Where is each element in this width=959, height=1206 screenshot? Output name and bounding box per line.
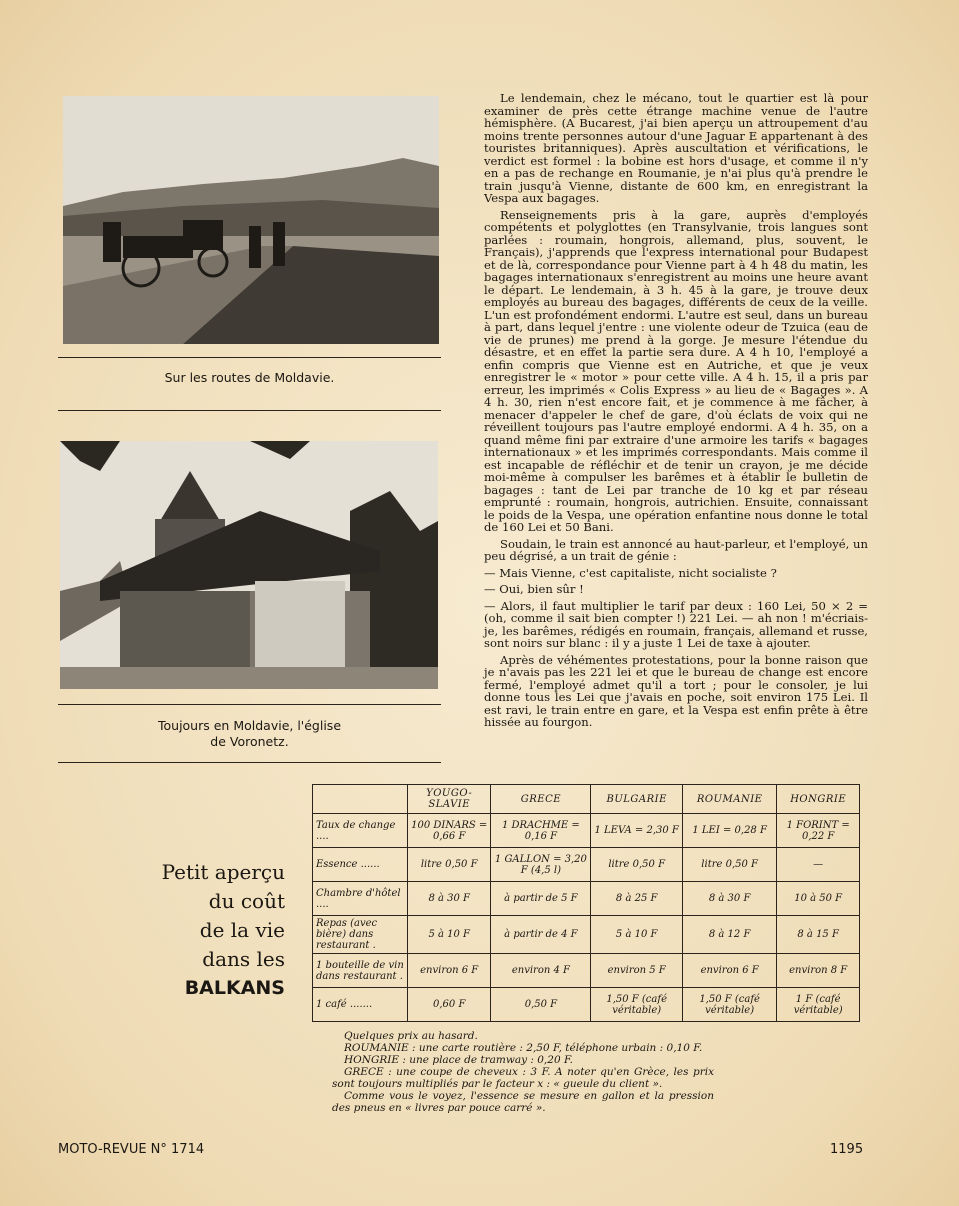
table-cell: 1 DRACHME = 0,16 F	[491, 814, 591, 848]
table-row-label: Repas (avec bière) dans restaurant .	[313, 916, 408, 954]
caption-rule-top-1	[58, 357, 441, 358]
table-cell: 8 à 15 F	[777, 916, 860, 954]
table-cell: 8 à 12 F	[682, 916, 776, 954]
table-cell: 10 à 50 F	[777, 882, 860, 916]
article-body	[484, 92, 868, 733]
table-row	[313, 848, 860, 882]
table-cell: 1 GALLON = 3,20 F (4,5 l)	[491, 848, 591, 882]
table-header-cell: ROUMANIE	[682, 785, 776, 814]
table-cell: 1 F (café véritable)	[777, 988, 860, 1022]
table-row-label: Essence ......	[313, 848, 408, 882]
caption-rule-top-2	[58, 704, 441, 705]
footer-page-number: 1195	[830, 1142, 864, 1157]
article-paragraph-3: Soudain, le train est annoncé au haut-parleur, et l'employé, un peu dégrisé, a un trait de génie :	[484, 536, 868, 563]
note-line: HONGRIE : une place de tramway : 0,20 F.	[344, 1054, 573, 1066]
table-cell: à partir de 5 F	[491, 882, 591, 916]
table-cell: 8 à 25 F	[591, 882, 683, 916]
note-line: Comme vous le voyez, l'essence se mesure en gallon et la pression des pneus en « livres par pouce carré ».	[332, 1090, 714, 1114]
table-cell: litre 0,50 F	[682, 848, 776, 882]
photo-caption-2-line1: Toujours en Moldavie, l'église	[157, 718, 342, 733]
dialogue-line-2: — Oui, bien sûr !	[484, 582, 584, 596]
heading-line-5: BALKANS	[184, 977, 285, 999]
table-cell: 0,50 F	[491, 988, 591, 1022]
table-cell: 0,60 F	[408, 988, 491, 1022]
table-cell: 1,50 F (café véritable)	[682, 988, 776, 1022]
table-header-row	[313, 785, 860, 814]
price-table	[312, 784, 860, 1022]
table-header-cell: GRECE	[491, 785, 591, 814]
table-row-label: Chambre d'hôtel ....	[313, 882, 408, 916]
table-row	[313, 954, 860, 988]
photo-caption-1: Sur les routes de Moldavie.	[164, 370, 335, 385]
footer-magazine-issue: MOTO-REVUE N° 1714	[58, 1142, 205, 1157]
table-cell: environ 5 F	[591, 954, 683, 988]
table-row	[313, 882, 860, 916]
table-cell: 5 à 10 F	[408, 916, 491, 954]
note-line: GRECE : une coupe de cheveux : 3 F. A noter qu'en Grèce, les prix sont toujours multipliés par le facteur x : « gueule du client ».	[332, 1066, 714, 1090]
table-row-label: Taux de change ....	[313, 814, 408, 848]
table-cell: 100 DINARS = 0,66 F	[408, 814, 491, 848]
cost-of-living-heading	[120, 858, 285, 1003]
table-cell: environ 6 F	[408, 954, 491, 988]
caption-rule-bottom-2	[58, 762, 441, 763]
heading-line-2: du coût	[208, 889, 285, 913]
table-cell: 8 à 30 F	[408, 882, 491, 916]
heading-line-1: Petit aperçu	[161, 860, 285, 884]
photo-voronetz-church	[60, 441, 438, 689]
note-line: ROUMANIE : une carte routière : 2,50 F, téléphone urbain : 0,10 F.	[344, 1042, 703, 1054]
photo-caption-2-line2: de Voronetz.	[210, 734, 289, 749]
table-row	[313, 988, 860, 1022]
dialogue-line-3: — Alors, il faut multiplier le tarif par deux : 160 Lei, 50 × 2 = (oh, comme il sait bien compter !) 221 Lei. — ah non ! m'écriais-je, les barêmes, rédigés en roumain, français, allemand et russe, sont noirs sur blanc : il y a juste 1 Lei de taxe à ajouter.	[484, 598, 868, 650]
note-line: Quelques prix au hasard.	[344, 1030, 478, 1042]
table-cell: —	[777, 848, 860, 882]
table-cell: 8 à 30 F	[682, 882, 776, 916]
table-cell: litre 0,50 F	[591, 848, 683, 882]
table-cell: 1 FORINT = 0,22 F	[777, 814, 860, 848]
price-notes	[332, 1030, 714, 1114]
dialogue-line-1: — Mais Vienne, c'est capitaliste, nicht socialiste ?	[484, 565, 777, 580]
photo-moldavia-road	[63, 96, 439, 344]
table-row	[313, 916, 860, 954]
table-cell: 1 LEVA = 2,30 F	[591, 814, 683, 848]
table-cell: 1,50 F (café véritable)	[591, 988, 683, 1022]
caption-rule-bottom-1	[58, 410, 441, 411]
photo-caption-2	[58, 718, 441, 750]
table-cell: environ 4 F	[491, 954, 591, 988]
table-cell: litre 0,50 F	[408, 848, 491, 882]
table-header-cell	[313, 785, 408, 814]
table-cell: environ 8 F	[777, 954, 860, 988]
church-photo-image	[60, 441, 438, 689]
article-closing-paragraph: Après de véhémentes protestations, pour la bonne raison que je n'avais pas les 221 lei et que le bureau de change est encore fermé, l'employé admet qu'il a tort ; pour le consoler, je lui donne tous les Lei que j'avais en poche, soit environ 175 Lei. Il est ravi, le train entre en gare, et la Vespa est enfin prête à être hissée au fourgon.	[484, 652, 868, 729]
table-header-cell: BULGARIE	[591, 785, 683, 814]
table-row	[313, 814, 860, 848]
table-cell: 5 à 10 F	[591, 916, 683, 954]
table-cell: environ 6 F	[682, 954, 776, 988]
table-row-label: 1 café .......	[313, 988, 408, 1022]
table-cell: à partir de 4 F	[491, 916, 591, 954]
table-cell: 1 LEI = 0,28 F	[682, 814, 776, 848]
heading-line-4: dans les	[202, 947, 285, 971]
article-paragraph-2: Renseignements pris à la gare, auprès d'employés compétents et polyglottes (en Transylvanie, trois langues sont parlées : roumain, hongrois, allemand, plus, souvent, le Français), j'apprends que l'express international pour Budapest et de là, correspondance pour Vienne part à 4 h 48 du matin, les bagages internationaux s'enregistrent au moins une heure avant le départ. Le lendemain, à 3 h. 45 à la gare, je trouve deux employés au bureau des bagages, différents de ceux de la veille. L'un est profondément endormi. L'autre est seul, dans un bureau à part, dans lequel j'entre : une violente odeur de Tzuica (eau de vie de prunes) me prend à la gorge. Je mesure l'étendue du désastre, et en effet la partie sera dure. A 4 h 10, l'employé a enfin compris que Vienne est en Autriche, et que je veux enregistrer le « motor » pour cette ville. A 4 h. 15, il a pris par erreur, les imprimés « Colis Express » au lieu de « Bagages ». A 4 h. 30, rien n'est encore fait, et je commence à me fâcher, à menacer d'appeler le chef de gare, d'où éclats de voix qui ne réveillent toujours pas l'autre employé endormi. A 4 h. 35, on a quand même fini par extraire d'une armoire les tarifs « bagages internationaux » et les imprimés correspondants. Mais comme il est incapable de réfléchir et de tenir un crayon, je me décide moi-même à compulser les barêmes et à établir le bulletin de bagages : tant de Lei par tranche de 10 kg et par réseau emprunté : roumain, hongrois, autrichien. Ensuite, connaissant le poids de la Vespa, une opération enfantine nous donne le total de 160 Lei et 50 Bani.	[484, 207, 868, 534]
table-header-cell: YOUGO- SLAVIE	[408, 785, 491, 814]
heading-line-3: de la vie	[199, 918, 285, 942]
article-paragraph-1: Le lendemain, chez le mécano, tout le quartier est là pour examiner de près cette étrange machine venue de l'autre hémisphère. (A Bucarest, j'ai bien aperçu un attroupement d'au moins trente personnes autour d'une Jaguar E appartenant à des touristes britanniques). Après auscultation et vérifications, le verdict est formel : la bobine est hors d'usage, et comme il n'y en a pas de rechange en Roumanie, je n'ai plus qu'à prendre le train jusqu'à Vienne, distante de 600 km, en enregistrant la Vespa aux bagages.	[484, 91, 868, 205]
road-photo-image	[63, 96, 439, 344]
table-header-cell: HONGRIE	[777, 785, 860, 814]
table-row-label: 1 bouteille de vin dans restaurant .	[313, 954, 408, 988]
